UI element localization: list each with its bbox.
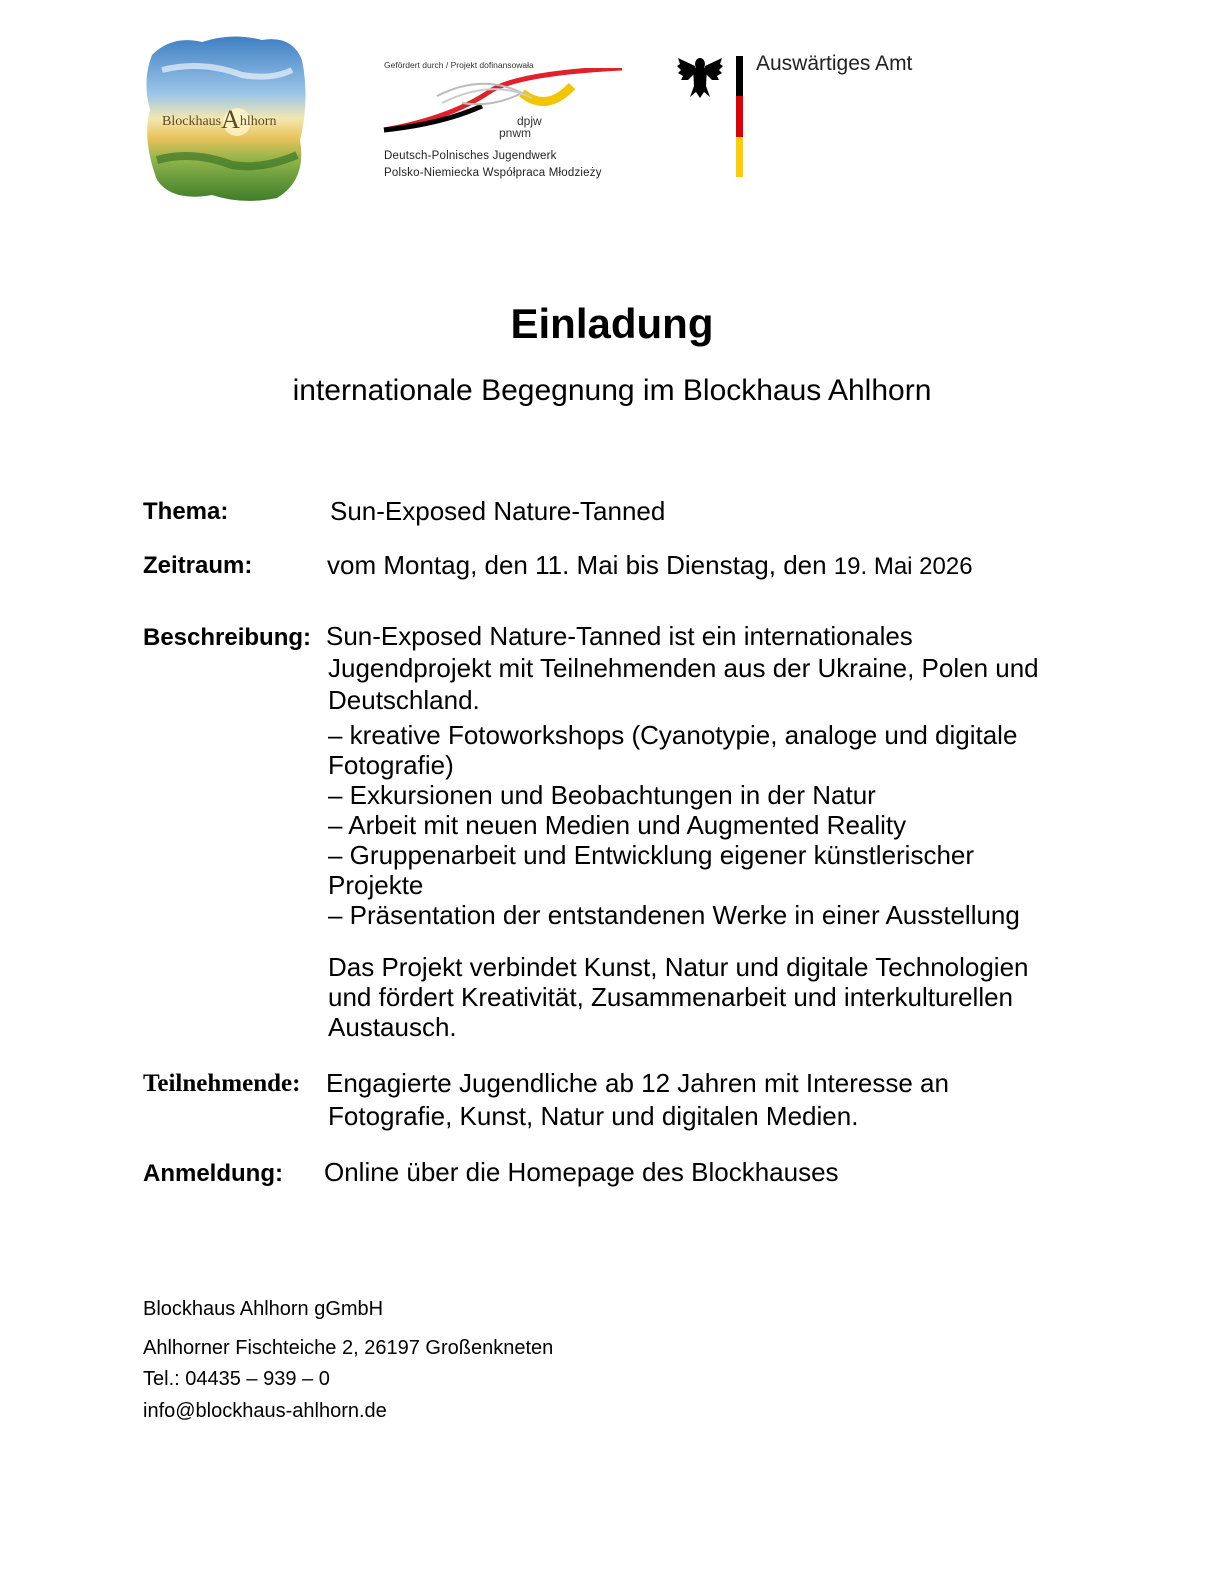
auswaertiges-amt-logo: [676, 50, 936, 180]
teilnehmende-line1: Engagierte Jugendliche ab 12 Jahren mit Interesse an: [326, 1068, 949, 1098]
beschreibung-intro-line: Deutschland.: [328, 685, 480, 715]
anmeldung-label: Anmeldung:: [143, 1160, 283, 1187]
beschreibung-label: Beschreibung:: [143, 624, 312, 651]
beschreibung-text: [328, 620, 1108, 1042]
dpjw-abbr: dpjw: [517, 114, 542, 128]
blockhaus-logo-text: BlockhausAhlhorn: [162, 105, 277, 134]
federal-eagle-icon: [676, 52, 724, 100]
auswaertiges-amt-text: Auswärtiges Amt: [756, 52, 913, 75]
footer-email[interactable]: info@blockhaus-ahlhorn.de: [143, 1400, 387, 1422]
beschreibung-bullet: – Exkursionen und Beobachtungen in der Natur: [328, 780, 876, 810]
funded-by-text: Gefördert durch / Projekt dofinansowała: [384, 60, 534, 70]
footer-tel: Tel.: 04435 – 939 – 0: [143, 1368, 330, 1390]
zeitraum-label: Zeitraum:: [143, 552, 253, 579]
anmeldung-value: Online über die Homepage des Blockhauses: [324, 1157, 839, 1187]
beschreibung-bullet: Fotografie): [328, 750, 454, 780]
thema-label: Thema:: [143, 498, 229, 525]
page-title: Einladung: [510, 300, 714, 347]
blockhaus-ahlhorn-logo: [142, 30, 310, 205]
page-subtitle: internationale Begegnung im Blockhaus Ahlhorn: [292, 374, 932, 407]
thema-value: Sun-Exposed Nature-Tanned: [330, 496, 666, 526]
beschreibung-outro-line: und fördert Kreativität, Zusammenarbeit und interkulturellen: [328, 982, 1014, 1012]
beschreibung-intro-line: Jugendprojekt mit Teilnehmenden aus der Ukraine, Polen und: [328, 653, 1039, 683]
teilnehmende-line2: Fotografie, Kunst, Natur und digitalen Medien.: [328, 1101, 859, 1131]
footer-org: Blockhaus Ahlhorn gGmbH: [143, 1298, 384, 1320]
beschreibung-bullet: Projekte: [328, 870, 424, 900]
beschreibung-outro-line: Das Projekt verbindet Kunst, Natur und digitale Technologien: [328, 952, 1029, 982]
beschreibung-outro-line: Austausch.: [328, 1012, 457, 1042]
zeitraum-value: vom Montag, den 11. Mai bis Dienstag, den 19. Mai 2026: [327, 550, 973, 580]
teilnehmende-label: Teilnehmende:: [143, 1070, 301, 1097]
beschreibung-bullet: – Arbeit mit neuen Medien und Augmented Reality: [328, 810, 907, 840]
beschreibung-bullet: – Präsentation der entstandenen Werke in einer Ausstellung: [328, 900, 1020, 930]
beschreibung-bullet: – kreative Fotoworkshops (Cyanotypie, analoge und digitale: [328, 720, 1018, 750]
dpjw-name-pl: Polsko-Niemiecka Współpraca Młodzieży: [384, 167, 602, 179]
pnwm-abbr: pnwm: [499, 126, 532, 140]
german-flag-bar: [736, 56, 743, 177]
footer-address: Ahlhorner Fischteiche 2, 26197 Großenkneten: [143, 1337, 554, 1359]
beschreibung-intro-line: Sun-Exposed Nature-Tanned ist ein internationales: [326, 621, 913, 651]
dpjw-logo: [382, 56, 632, 186]
dpjw-name-de: Deutsch-Polnisches Jugendwerk: [384, 150, 557, 162]
beschreibung-bullet: – Gruppenarbeit und Entwicklung eigener künstlerischer: [328, 840, 975, 870]
